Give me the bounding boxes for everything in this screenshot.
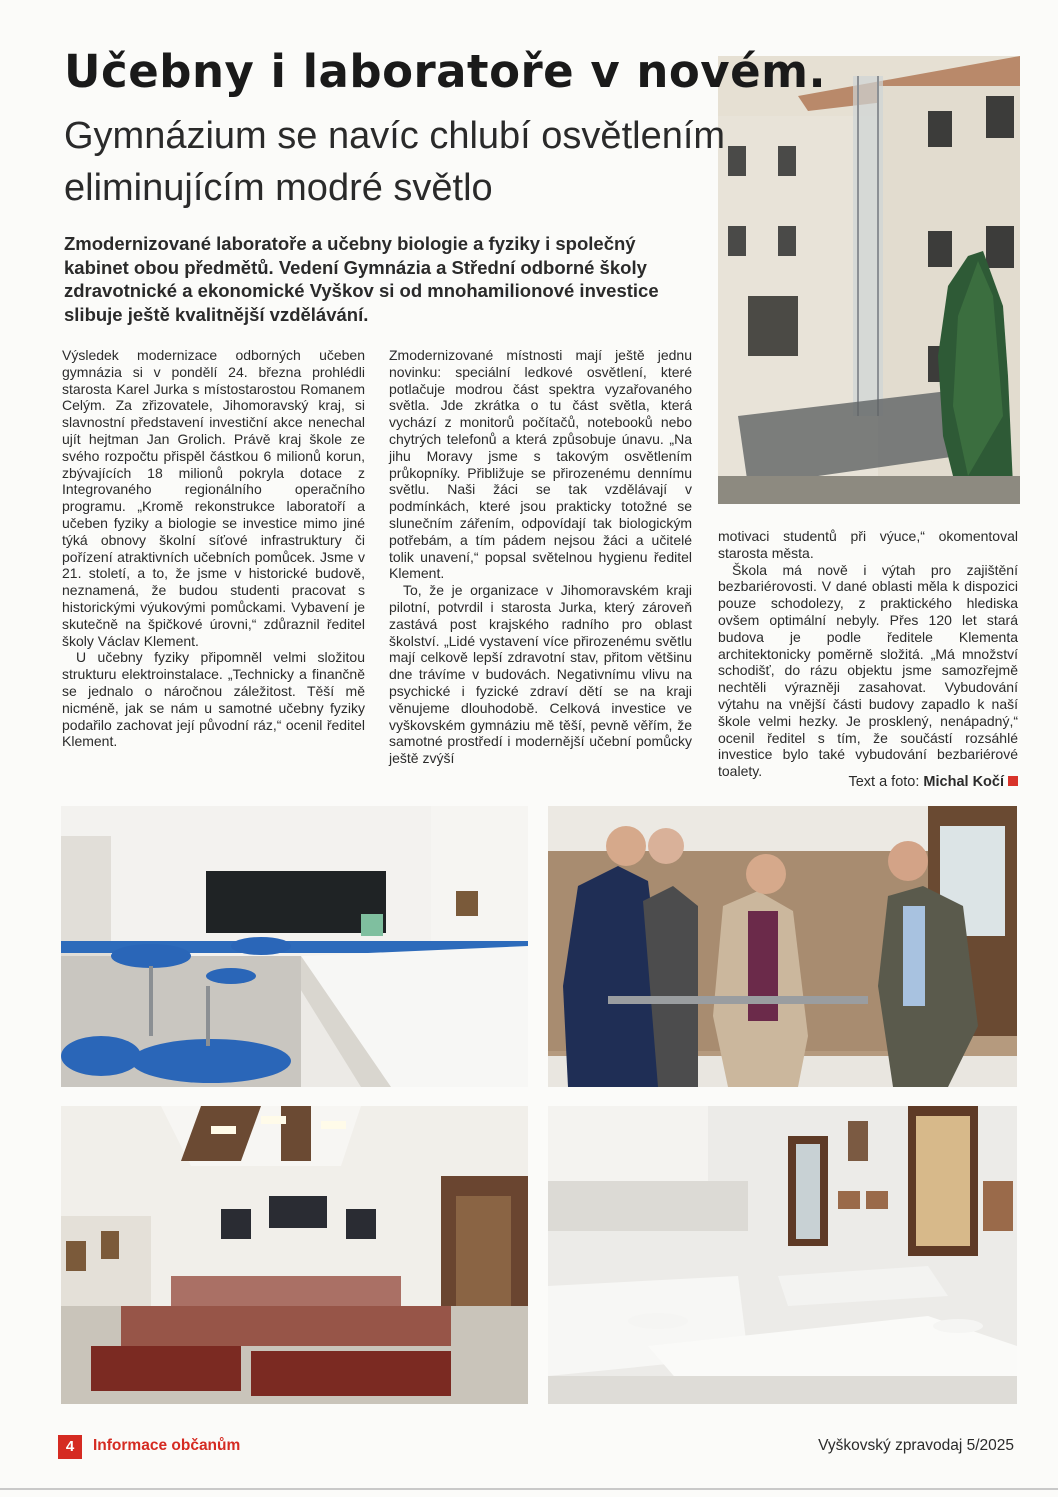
lead-line: kabinet obou předmětů. Vedení Gymnázia a Střední odborné školy [64,256,647,278]
photo-credit [848,774,1018,790]
credit-prefix: Text a foto: [848,774,920,790]
end-mark-icon [1008,776,1018,786]
photo-biology-lab [548,1106,1017,1404]
photo-physics-lab [61,806,528,1087]
text-column-2 [389,347,692,767]
photo-officials [548,806,1017,1087]
article-title: Učebny i laboratoře v novém. [64,45,827,98]
article-lead [64,232,694,326]
subtitle-line: eliminujícím modré světlo [64,167,493,209]
photo-lecture-room [61,1106,528,1404]
paragraph: To, že je organizace v Jihomoravském kraji pilotní, potvrdil i starosta Jurka, který zároveň zastává post krajského radního pro oblast školství. „Lidé vystavení více přirozenému světlu mají celkově lepší zdravotní stav, přitom většinu dne trávíme v budovách. Negativnímu vlivu na psychické i fyzické zdraví dětí se na kraji věnujeme dlouhodobě. Celková investice ve vyškovském gymnáziu mě těší, pevně věřím, že samotné prostředí i modernější učební pomůcky ještě zvýší [389,582,692,767]
page-bottom-divider [0,1488,1058,1490]
paragraph: Výsledek modernizace odborných učeben gymnázia si v pondělí 24. března prohlédli starosta Karel Jurka s místostarostou Romanem Celým. Za zřizovatele, Jihomoravský kraj, si slavnostní představení investiční akce nenechal ujít hejtman Jan Grolich. Právě kraj škole ze svého rozpočtu přispěl částkou 6 milionů korun, zbývajících 18 milionů pokryla dotace z Integrovaného regionálního operačního programu. „Kromě rekonstrukce laboratoří a učeben fyziky a biologie se investice mimo jiné týká obnovy školní síťové infrastruktury či pořízení atraktivních učebních pomůcek. Jsme v 21. století, a to, že jsme v historické budově, neznamená, že budou studenti pracovat s historickými výukovými pomůckami. Vybavení je skutečně na špičkové úrovni,“ zdůraznil ředitel školy Václav Klement. [62,347,365,649]
lead-line: Zmodernizované laboratoře a učebny biologie a fyziky i společný [64,233,636,254]
lead-line: slibuje ještě kvalitnější vzdělávání. [64,303,369,325]
paragraph: motivaci studentů při výuce,“ okomentoval starosta města. [718,528,1018,561]
article-subtitle [64,110,784,214]
paragraph: Zmodernizované místnosti mají ještě jednu novinku: speciální ledkové osvětlení, které potlačuje modrou část spektra vyzařovaného světla. Jde zkrátka o tu část světla, která vychází z monitorů počítačů, notebooků nebo chytrých telefonů a která způsobuje únavu. „Na jihu Moravy jsme s takovým osvětlením průkopníky. Přibližuje se přirozenému dennímu světlu. Naši žáci se tak vzdělávají v podmínkách, které jsou prakticky totožné se slunečním zářením, odpovídají tak biologickým potřebám, a tím pádem nejsou žáci a učitelé tolik unavení,“ popsal světelnou hygienu ředitel Klement. [389,347,692,582]
subtitle-line: Gymnázium se navíc chlubí osvětlením [64,115,726,157]
text-column-3 [718,528,1018,780]
paragraph: Škola má nově i výtah pro zajištění bezbariérovosti. V dané oblasti měla k dispozici pouze schodolezy, z praktického hlediska ovšem optimální nebyly. Přes 120 let stará budova je podle ředitele Klementa architektonicky poměrně složitá. „Má množství schodišť, do rázu objektu jsme samozřejmě nechtěli výrazněji zasahovat. Vybudování výtahu na vnější části budovy zapadlo k naší škole velmi hezky. Je prosklený, nenápadný,“ ocenil ředitel s tím, že součástí rozsáhlé investice bylo také vybudování bezbariérové toalety. [718,561,1018,780]
publication-label: Vyškovský zpravodaj 5/2025 [818,1437,1014,1454]
paragraph: U učebny fyziky připomněl velmi složitou strukturu elektroinstalace. „Technicky a finančně se jednalo o náročnou záležitost. Těší mě nicméně, jak se nám u samotné učebny fyziky podařilo zachovat její původní ráz,“ ocenil ředitel Klement. [62,649,365,750]
credit-author: Michal Kočí [923,774,1004,790]
text-column-1 [62,347,365,750]
lead-line: zdravotnické a ekonomické Vyškov si od mnohamilionové investice [64,280,659,301]
section-label: Informace občanům [93,1437,241,1454]
page-number: 4 [58,1435,82,1459]
